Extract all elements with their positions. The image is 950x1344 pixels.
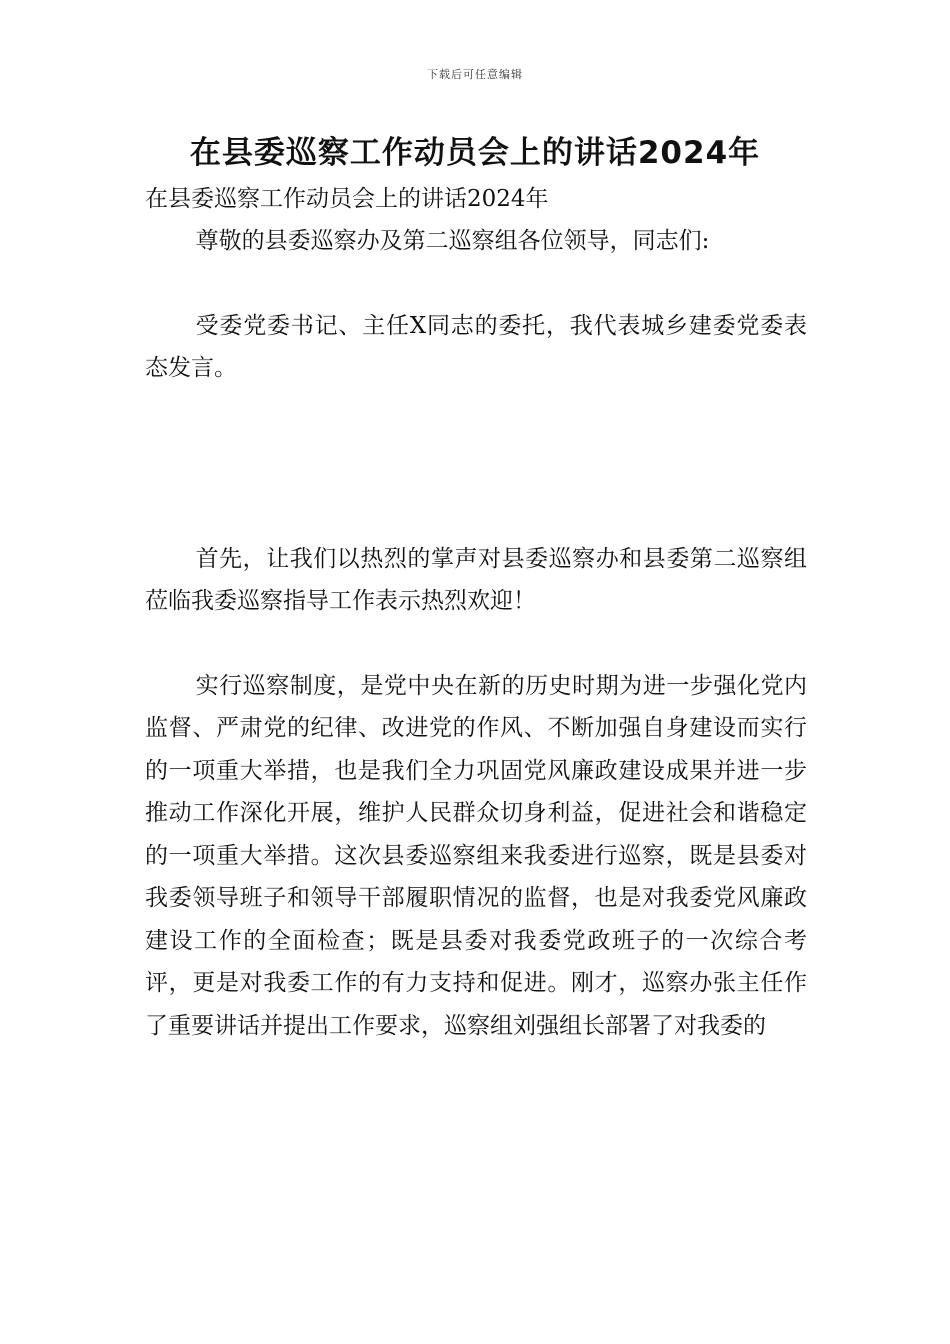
document-title: 在县委巡察工作动员会上的讲话2024年	[189, 135, 761, 171]
header-note: 下载后可任意编辑	[427, 68, 523, 81]
commission-paragraph: 受委党委书记、主任X同志的委托，我代表城乡建委党委表态发言。	[145, 312, 807, 381]
document-body	[145, 178, 807, 1047]
welcome-paragraph: 首先，让我们以热烈的掌声对县委巡察办和县委第二巡察组莅临我委巡察指导工作表示热烈欢迎！	[145, 545, 807, 614]
salutation-paragraph: 尊敬的县委巡察办及第二巡察组各位领导，同志们:	[195, 228, 710, 254]
document-subtitle: 在县委巡察工作动员会上的讲话2024年	[145, 186, 549, 212]
inspection-system-paragraph: 实行巡察制度，是党中央在新的历史时期为进一步强化党内监督、严肃党的纪律、改进党的作风、不断加强自身建设而实行的一项重大举措，也是我们全力巩固党风廉政建设成果并进一步推动工作深化开展，维护人民群众切身利益，促进社会和谐稳定的一项重大举措。这次县委巡察组来我委进行巡察，既是县委对我委领导班子和领导干部履职情况的监督，也是对我委党风廉政建设工作的全面检查；既是县委对我委党政班子的一次综合考评，更是对我委工作的有力支持和促进。刚才，巡察办张主任作了重要讲话并提出工作要求，巡察组刘强组长部署了对我委的	[145, 672, 807, 1039]
